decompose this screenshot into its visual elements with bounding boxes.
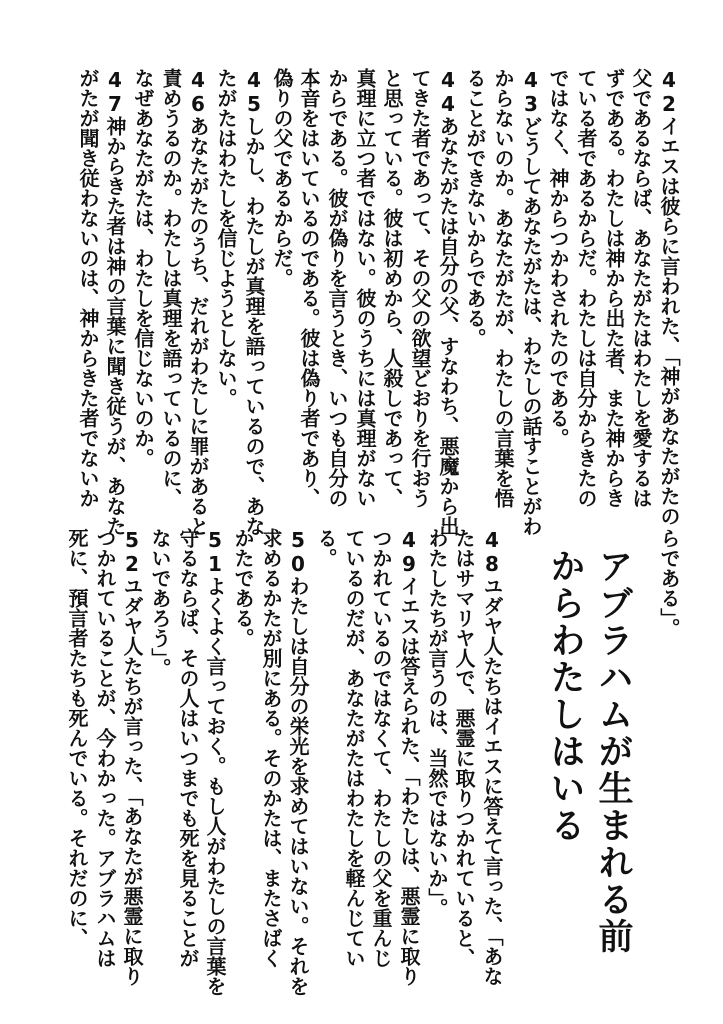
verse-column: 48ユダヤ人たちはイエスに答えて言った、「あな — [480, 528, 504, 986]
verse-column: からである。彼が偽りを言うとき、いつも自分の — [325, 68, 349, 508]
verse-column: からないのか。あなたがたが、わたしの言葉を悟 — [491, 68, 515, 508]
section-title-line: アブラハムが生まれる前 — [593, 548, 633, 955]
verse-column: 真理に立つ者ではない。彼のうちには真理がない — [353, 68, 377, 508]
verse-column: つかれていることが、今わかった。アブラハムは — [93, 528, 117, 968]
verse-column: 45しかし、わたしが真理を語っているので、あな — [242, 68, 266, 536]
verse-column: なぜあなたがたは、わたしを信じないのか。 — [131, 68, 155, 468]
verse-column: ている者であるからだ。わたしは自分からきたの — [574, 68, 598, 508]
verse-column: 本音をはいているのである。彼は偽り者であり、 — [297, 68, 321, 508]
verse-column: 51よくよく言っておく。もし人がわたしの言葉を — [203, 528, 227, 996]
verse-column: がたが聞き従わないのは、神からきた者でないか — [76, 68, 100, 508]
verse-column: ないであろう」。 — [148, 528, 172, 678]
verse-column: 守るならば、その人はいつまでも死を見ることが — [176, 528, 200, 968]
verse-column: 50わたしは自分の栄光を求めてはいない。それを — [286, 528, 310, 996]
verse-column: 父であるならば、あなたがたはわたしを愛するは — [629, 68, 653, 508]
verse-column: ているのだが、あなたがたはわたしを軽んじてい — [342, 528, 366, 968]
verse-column: ることができないからである。 — [463, 68, 487, 348]
verse-column: 47神からきた者は神の言葉に聞き従うが、あなた — [103, 68, 127, 536]
verse-column: わたしたちが言うのは、当然ではないか」。 — [425, 528, 449, 918]
verse-column: と思っている。彼は初めから、人殺しであって、 — [380, 68, 404, 508]
verse-column: る。 — [314, 528, 338, 568]
verse-column: 43どうしてあなたがたは、わたしの話すことがわ — [519, 68, 543, 536]
verse-column: 偽りの父であるからだ。 — [270, 68, 294, 288]
verse-column: つかれているのではなくて、わたしの父を重んじ — [369, 528, 393, 968]
verse-column: ではなく、神からつかわされたのである。 — [546, 68, 570, 448]
verse-column: 求めるかたが別にある。そのかたは、またさばく — [259, 528, 283, 968]
verse-continuation-column: らである」。 — [657, 528, 681, 638]
verse-column: 42イエスは彼らに言われた、「神があなたがたの — [657, 68, 681, 526]
verse-column: 44あなたがたは自分の父、すなわち、悪魔から出 — [436, 68, 460, 536]
verse-column: かたである。 — [231, 528, 255, 648]
verse-column: ずである。わたしは神から出た者、また神からき — [602, 68, 626, 508]
verse-column: 死に、預言者たちも死んでいる。それだのに、 — [65, 528, 89, 948]
verse-column: たはサマリヤ人で、悪霊に取りつかれていると、 — [452, 528, 476, 968]
verse-column: 46あなたがたのうち、だれがわたしに罪があると — [186, 68, 210, 536]
verse-column: てきた者であって、その父の欲望どおりを行おう — [408, 68, 432, 508]
verse-column: たがたはわたしを信じようとしない。 — [214, 68, 238, 408]
verse-column: 責めうるのか。わたしは真理を語っているのに、 — [159, 68, 183, 508]
verse-column: 49イエスは答えられた、「わたしは、悪霊に取り — [397, 528, 421, 986]
verse-column: 52ユダヤ人たちが言った、「あなたが悪霊に取り — [120, 528, 144, 986]
section-title-line: からわたしはいる — [545, 548, 585, 844]
